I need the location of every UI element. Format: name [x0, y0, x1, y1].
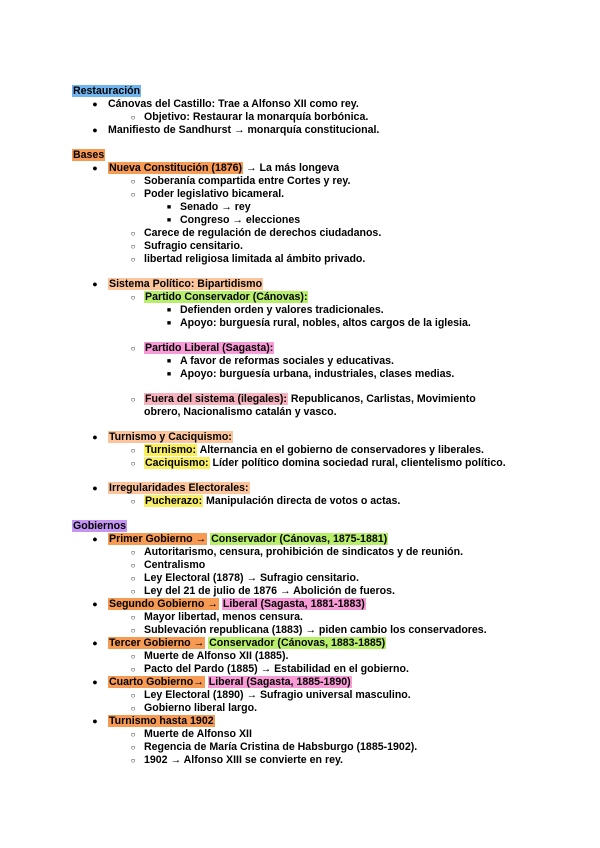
list-item: ■ Congreso → elecciones: [166, 214, 301, 226]
list-item: ○ Objetivo: Restaurar la monarquía borbónica.: [130, 111, 369, 123]
heading-bases: Bases: [73, 149, 105, 161]
list-item: ○ Fuera del sistema (ilegales): Republicanos, Carlistas, Movimiento obrero, Nacionalismo catalán y vasco.: [130, 393, 476, 418]
list-item: ○ Gobierno liberal largo.: [130, 702, 258, 714]
list-item: ● Tercer Gobierno → Conservador (Cánovas, 1883-1885): [92, 637, 386, 649]
list-item: ○ Muerte de Alfonso XII (1885).: [130, 650, 289, 662]
list-item: ○ Ley del 21 de julio de 1876 → Abolición de fueros.: [130, 585, 395, 597]
list-item: ■ Apoyo: burguesía rural, nobles, altos cargos de la iglesia.: [166, 317, 471, 329]
list-item: ○ Centralismo: [130, 559, 206, 571]
list-item: ■ Defienden orden y valores tradicionales.: [166, 304, 384, 316]
list-item: ○ Muerte de Alfonso XII: [130, 728, 252, 740]
list-item: ■ Apoyo: burguesía urbana, industriales, clases medias.: [166, 368, 455, 380]
list-item: ■ A favor de reformas sociales y educativas.: [166, 355, 394, 367]
list-item: ● Sistema Político: Bipartidismo: [92, 278, 263, 290]
list-item: ○ Turnismo: Alternancia en el gobierno de conservadores y liberales.: [130, 444, 484, 456]
list-item: ● Irregularidades Electorales:: [92, 482, 249, 494]
list-item: ○ Sublevación republicana (1883) → piden cambio los conservadores.: [130, 624, 487, 636]
list-item: ● Segundo Gobierno → Liberal (Sagasta, 1881-1883): [92, 598, 365, 610]
list-item: ● Turnismo y Caciquismo:: [92, 431, 232, 443]
list-item: ■ Senado → rey: [166, 201, 251, 213]
list-item: ○ 1902 → Alfonso XIII se convierte en rey.: [130, 754, 344, 766]
list-item: ○ Pucherazo: Manipulación directa de votos o actas.: [130, 495, 401, 507]
list-item: ○ Caciquismo: Líder político domina sociedad rural, clientelismo político.: [130, 457, 506, 469]
list-item: ○ Ley Electoral (1890) → Sufragio universal masculino.: [130, 689, 411, 701]
list-item: ○ Pacto del Pardo (1885) → Estabilidad en el gobierno.: [130, 663, 409, 675]
list-item: ● Manifiesto de Sandhurst → monarquía constitucional.: [92, 124, 380, 136]
list-item: ○ libertad religiosa limitada al ámbito privado.: [130, 253, 366, 265]
list-item: ○ Ley Electoral (1878) → Sufragio censitario.: [130, 572, 359, 584]
list-item: ○ Carece de regulación de derechos ciudadanos.: [130, 227, 382, 239]
list-item: ○ Mayor libertad, menos censura.: [130, 611, 303, 623]
list-item: ○ Autoritarismo, censura, prohibición de sindicatos y de reunión.: [130, 546, 464, 558]
list-item: ○ Soberanía compartida entre Cortes y rey.: [130, 175, 351, 187]
list-item: ○ Sufragio censitario.: [130, 240, 243, 252]
list-item: ● Cánovas del Castillo: Trae a Alfonso XII como rey.: [92, 98, 359, 110]
list-item: ○ Poder legislativo bicameral.: [130, 188, 285, 200]
list-item: ○ Partido Liberal (Sagasta):: [130, 342, 274, 354]
list-item: ○ Partido Conservador (Cánovas):: [130, 291, 308, 303]
list-item: ● Nueva Constitución (1876) → La más longeva: [92, 162, 340, 174]
list-item: ● Turnismo hasta 1902: [92, 715, 214, 727]
list-item: ● Cuarto Gobierno→ Liberal (Sagasta, 1885-1890): [92, 676, 351, 688]
list-item: ● Primer Gobierno → Conservador (Cánovas, 1875-1881): [92, 533, 388, 545]
heading-gobiernos: Gobiernos: [73, 520, 126, 532]
heading-restauracion: Restauración: [73, 85, 141, 97]
list-item: ○ Regencia de María Cristina de Habsburgo (1885-1902).: [130, 741, 418, 753]
